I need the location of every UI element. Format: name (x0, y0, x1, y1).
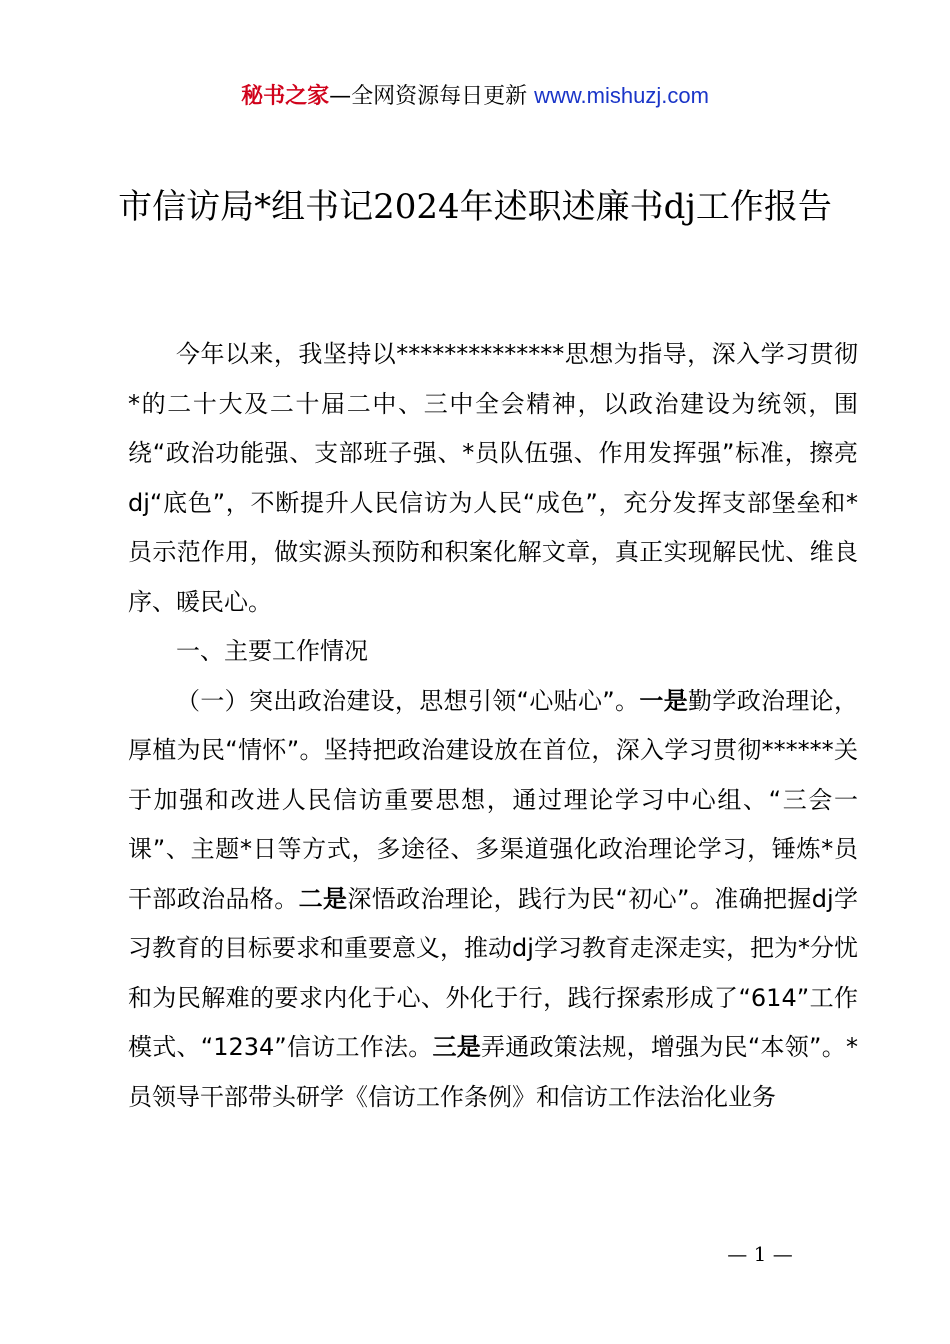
point-lead-2: 二是 (298, 884, 348, 913)
point-lead-1: 一是 (639, 686, 689, 715)
intro-paragraph: 今年以来，我坚持以**************思想为指导，深入学习贯彻*的二十大及二十届二中、三中全会精神，以政治建设为统领，围绕“政治功能强、支部班子强、*员队伍强、作用发挥强”标准，擦亮dj“底色”，不断提升人民信访为人民“成色”，充分发挥支部堡垒和*员示范作用，做实源头预防和积案化解文章，真正实现解民忧、维良序、暖民心。 (128, 340, 858, 616)
point-lead-3: 三是 (432, 1033, 482, 1061)
subsection-paragraph (128, 677, 858, 1123)
section-heading: 一、主要工作情况 (176, 637, 368, 665)
banner-brand: 秘书之家 (241, 84, 330, 109)
subsection-heading: （一）突出政治建设，思想引领“心贴心”。 (176, 686, 640, 715)
banner-url-link[interactable]: www.mishuzj.com (534, 83, 709, 108)
point-text-3: 弄通政策法规，增强为民“本领”。*员领导干部带头研学《信访工作条例》和信访工作法治化业务 (128, 1033, 858, 1111)
document-body (128, 330, 858, 1122)
point-text-1: 勤学政治理论，厚植为民“情怀”。坚持把政治建设放在首位，深入学习贯彻******关于加强和改进人民信访重要思想，通过理论学习中心组、“三会一课”、主题*日等方式，多途径、多渠道强化政治理论学习，锤炼*员干部政治品格。 (128, 686, 859, 913)
point-text-2: 深悟政治理论，践行为民“初心”。准确把握dj学习教育的目标要求和重要意义，推动dj学习教育走深走实，把为*分忧和为民解难的要求内化于心、外化于行，践行探索形成了“614”工作模式、“1234”信访工作法。 (128, 884, 858, 1061)
banner-tagline: —全网资源每日更新 (329, 84, 528, 109)
document-title: 市信访局*组书记2024年述职述廉书dj工作报告 (118, 187, 832, 227)
site-banner (0, 80, 950, 113)
page-number: — 1 — (727, 1242, 793, 1266)
